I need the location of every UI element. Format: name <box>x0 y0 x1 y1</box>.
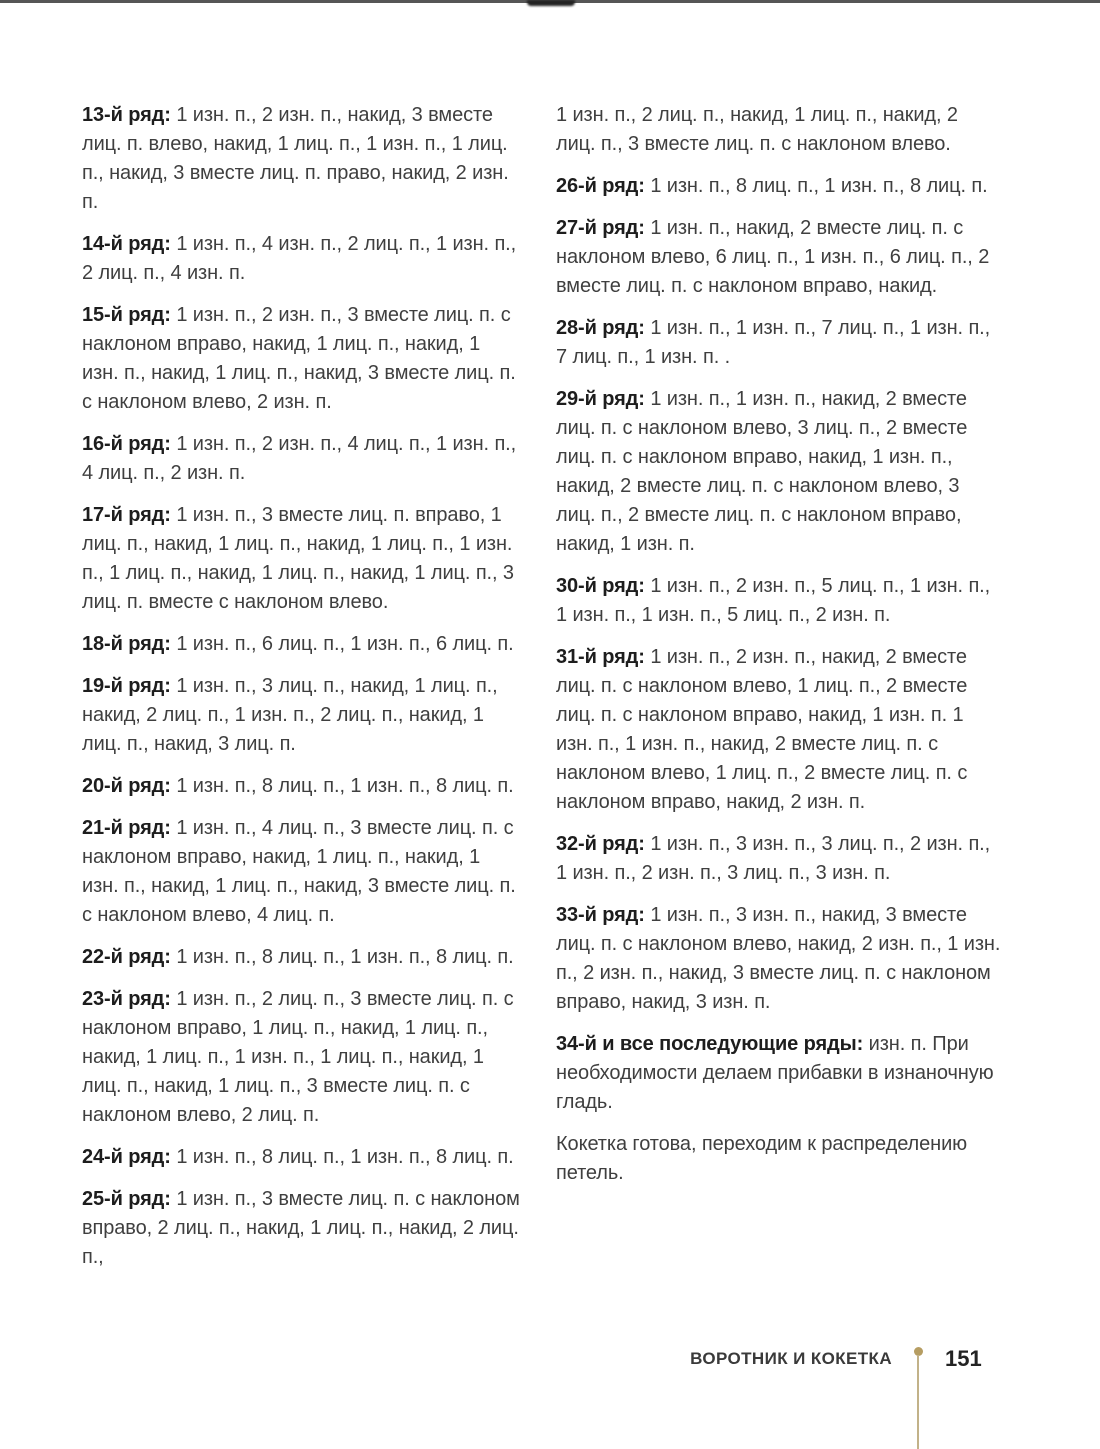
row-text: 1 изн. п., 3 лиц. п., накид, 1 лиц. п., накид, 2 лиц. п., 1 изн. п., 2 лиц. п., накид, 1 лиц. п., накид, 3 лиц. п. <box>82 675 498 755</box>
instruction-paragraph <box>82 301 522 417</box>
row-text: 1 изн. п., 2 лиц. п., 3 вместе лиц. п. с наклоном вправо, 1 лиц. п., накид, 1 лиц. п., накид, 1 лиц. п., 1 изн. п., 1 лиц. п., накид, 1 лиц. п., накид, 1 лиц. п., 3 вместе лиц. п. с наклоном влево, 2 лиц. п. <box>82 988 514 1126</box>
row-text: 1 изн. п., 3 изн. п., накид, 3 вместе лиц. п. с наклоном влево, накид, 2 изн. п., 1 изн. п., 2 изн. п., накид, 3 вместе лиц. п. с наклоном вправо, накид, 3 изн. п. <box>556 904 1001 1013</box>
row-label: 21-й ряд: <box>82 817 171 839</box>
row-label: 18-й ряд: <box>82 633 171 655</box>
row-text: 1 изн. п., 1 изн. п., 7 лиц. п., 1 изн. п., 7 лиц. п., 1 изн. п. . <box>556 317 991 368</box>
row-text: 1 изн. п., 3 вместе лиц. п. вправо, 1 лиц. п., накид, 1 лиц. п., накид, 1 лиц. п., 1 изн. п., 1 лиц. п., накид, 1 лиц. п., накид, 1 лиц. п., 3 лиц. п. вместе с наклоном влево. <box>82 504 514 613</box>
row-label: 15-й ряд: <box>82 304 171 326</box>
row-label: 20-й ряд: <box>82 775 171 797</box>
instruction-paragraph <box>556 314 1002 372</box>
row-label: 34-й и все последующие ряды: <box>556 1033 864 1055</box>
page-number: 151 <box>945 1346 982 1371</box>
row-label: 30-й ряд: <box>556 575 645 597</box>
row-label: 13-й ряд: <box>82 104 171 126</box>
row-label: 29-й ряд: <box>556 388 645 410</box>
row-text: 1 изн. п., 2 изн. п., 4 лиц. п., 1 изн. п., 4 лиц. п., 2 изн. п. <box>82 433 517 484</box>
instruction-paragraph <box>82 772 522 801</box>
instruction-paragraph <box>82 630 522 659</box>
instruction-paragraph <box>82 1185 522 1272</box>
instruction-paragraph <box>82 501 522 617</box>
instruction-paragraph <box>556 643 1002 817</box>
scan-artifact <box>527 0 575 6</box>
instruction-paragraph <box>556 1130 1002 1188</box>
row-text: 1 изн. п., 2 изн. п., накид, 2 вместе лиц. п. с наклоном влево, 1 лиц. п., 2 вместе лиц. п. с наклоном вправо, накид, 1 изн. п. 1 изн. п., 1 изн. п., накид, 2 вместе лиц. п. с наклоном влево, 1 лиц. п., 2 вместе лиц. п. с наклоном вправо, накид, 2 изн. п. <box>556 646 968 813</box>
instruction-paragraph <box>82 672 522 759</box>
row-text: 1 изн. п., 4 изн. п., 2 лиц. п., 1 изн. п., 2 лиц. п., 4 изн. п. <box>82 233 517 284</box>
right-column <box>556 101 1002 1285</box>
row-label: 32-й ряд: <box>556 833 645 855</box>
row-text: 1 изн. п., 8 лиц. п., 1 изн. п., 8 лиц. п. <box>176 1146 514 1168</box>
row-text: 1 изн. п., 2 изн. п., накид, 3 вместе лиц. п. влево, накид, 1 лиц. п., 1 изн. п., 1 лиц. п., накид, 3 вместе лиц. п. право, накид, 2 изн. п. <box>82 104 509 213</box>
row-text: 1 изн. п., 3 изн. п., 3 лиц. п., 2 изн. п., 1 изн. п., 2 изн. п., 3 лиц. п., 3 изн. п. <box>556 833 991 884</box>
row-text: 1 изн. п., накид, 2 вместе лиц. п. с наклоном влево, 6 лиц. п., 1 изн. п., 6 лиц. п., 2 вместе лиц. п. с наклоном вправо, накид. <box>556 217 990 297</box>
row-label: 23-й ряд: <box>82 988 171 1010</box>
row-label: 33-й ряд: <box>556 904 645 926</box>
instruction-paragraph <box>82 985 522 1130</box>
instruction-paragraph <box>556 901 1002 1017</box>
row-label: 16-й ряд: <box>82 433 171 455</box>
row-text: 1 изн. п., 3 вместе лиц. п. с наклоном вправо, 2 лиц. п., накид, 1 лиц. п., накид, 2 лиц. п., <box>82 1188 520 1268</box>
row-text: 1 изн. п., 6 лиц. п., 1 изн. п., 6 лиц. п. <box>176 633 514 655</box>
instructions-body <box>82 101 1002 1285</box>
row-label: 27-й ряд: <box>556 217 645 239</box>
row-text: Кокетка готова, переходим к распределению петель. <box>556 1133 968 1184</box>
instruction-paragraph <box>556 101 1002 159</box>
instruction-paragraph <box>556 385 1002 559</box>
row-label: 17-й ряд: <box>82 504 171 526</box>
row-label: 25-й ряд: <box>82 1188 171 1210</box>
instruction-paragraph <box>556 172 1002 201</box>
row-label: 22-й ряд: <box>82 946 171 968</box>
row-label: 19-й ряд: <box>82 675 171 697</box>
instruction-paragraph <box>82 101 522 217</box>
row-label: 26-й ряд: <box>556 175 645 197</box>
instruction-paragraph <box>556 572 1002 630</box>
scan-edge-strip <box>0 0 1100 3</box>
row-text: 1 изн. п., 8 лиц. п., 1 изн. п., 8 лиц. п. <box>650 175 988 197</box>
instruction-paragraph <box>82 1143 522 1172</box>
row-label: 24-й ряд: <box>82 1146 171 1168</box>
row-text: 1 изн. п., 8 лиц. п., 1 изн. п., 8 лиц. п. <box>176 775 514 797</box>
row-text: изн. п. При необходимости делаем прибавки в изнаночную гладь. <box>556 1033 994 1113</box>
section-title: ВОРОТНИК И КОКЕТКА <box>690 1349 892 1368</box>
instruction-paragraph <box>556 214 1002 301</box>
pin-line-ornament <box>917 1355 919 1449</box>
row-label: 14-й ряд: <box>82 233 171 255</box>
instruction-paragraph <box>556 1030 1002 1117</box>
instruction-paragraph <box>82 230 522 288</box>
row-text: 1 изн. п., 2 изн. п., 3 вместе лиц. п. с наклоном вправо, накид, 1 лиц. п., накид, 1 изн. п., накид, 1 лиц. п., накид, 3 вместе лиц. п. с наклоном влево, 2 изн. п. <box>82 304 516 413</box>
row-text: 1 изн. п., 8 лиц. п., 1 изн. п., 8 лиц. п. <box>176 946 514 968</box>
row-text: 1 изн. п., 1 изн. п., накид, 2 вместе лиц. п. с наклоном влево, 3 лиц. п., 2 вместе лиц. п. с наклоном вправо, накид, 1 изн. п., накид, 2 вместе лиц. п. с наклоном влево, 3 лиц. п., 2 вместе лиц. п. с наклоном вправо, накид, 1 изн. п. <box>556 388 968 555</box>
row-label: 28-й ряд: <box>556 317 645 339</box>
row-text: 1 изн. п., 4 лиц. п., 3 вместе лиц. п. с наклоном вправо, накид, 1 лиц. п., накид, 1 изн. п., накид, 1 лиц. п., накид, 3 вместе лиц. п. с наклоном влево, 4 лиц. п. <box>82 817 516 926</box>
row-text: 1 изн. п., 2 изн. п., 5 лиц. п., 1 изн. п., 1 изн. п., 1 изн. п., 5 лиц. п., 2 изн. п. <box>556 575 991 626</box>
row-text: 1 изн. п., 2 лиц. п., накид, 1 лиц. п., накид, 2 лиц. п., 3 вместе лиц. п. с наклоном влево. <box>556 104 958 155</box>
row-label: 31-й ряд: <box>556 646 645 668</box>
instruction-paragraph <box>82 814 522 930</box>
instruction-paragraph <box>82 430 522 488</box>
instruction-paragraph <box>82 943 522 972</box>
left-column <box>82 101 522 1285</box>
instruction-paragraph <box>556 830 1002 888</box>
